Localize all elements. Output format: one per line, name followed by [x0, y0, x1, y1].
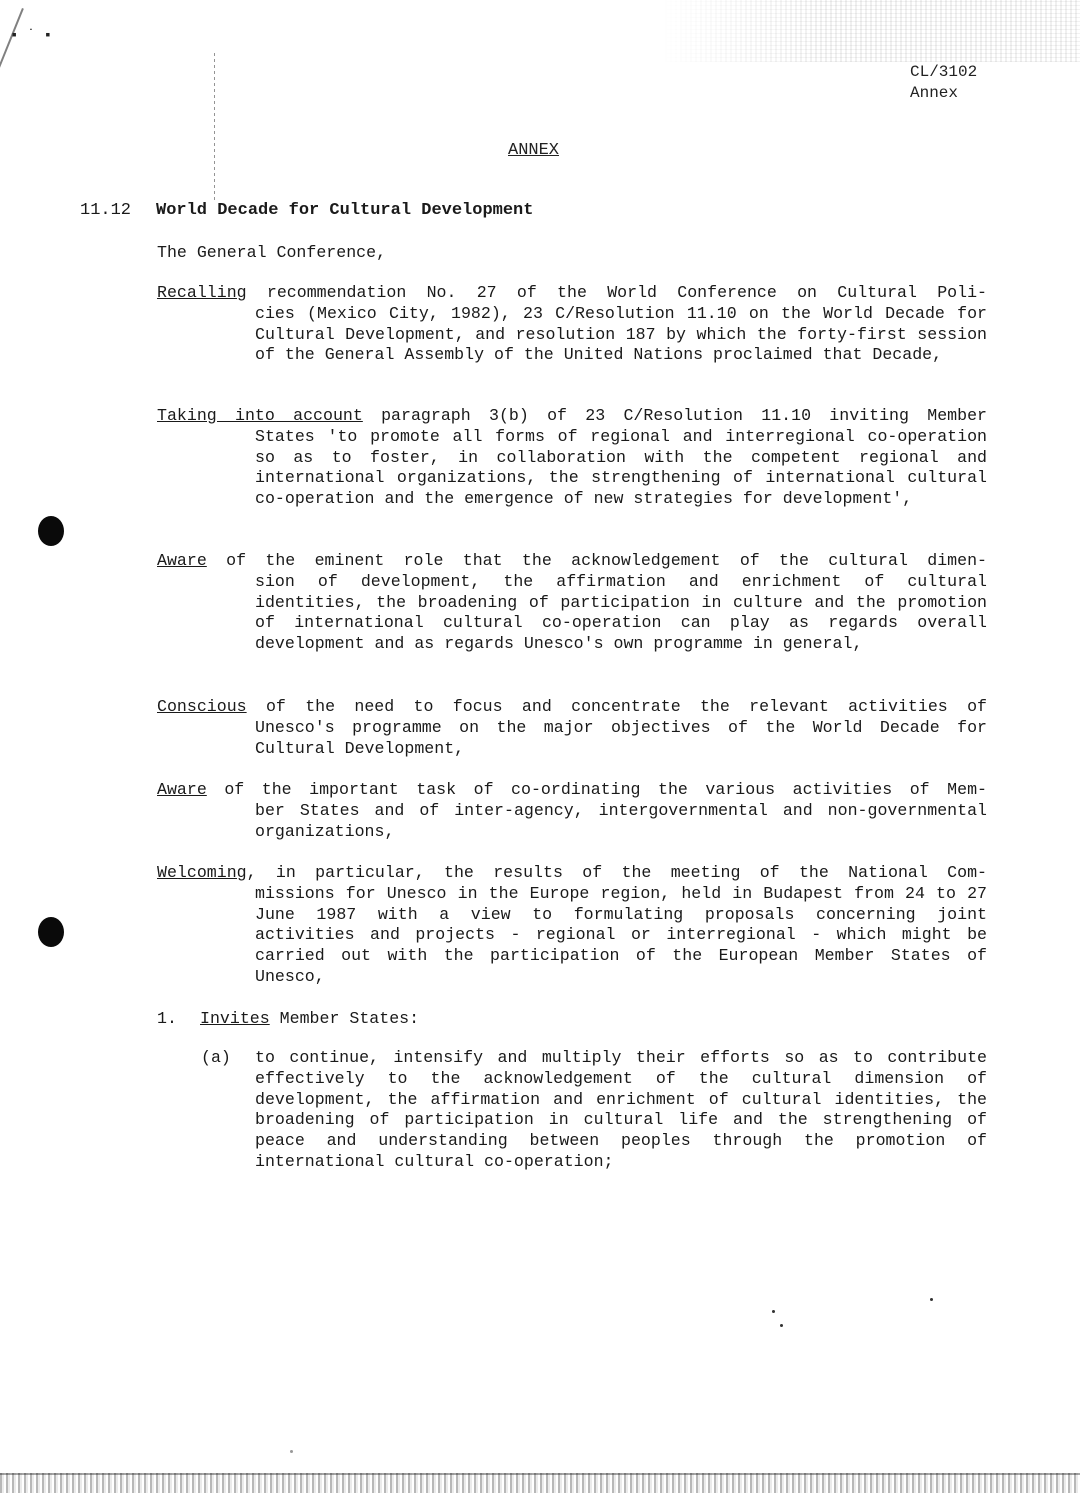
- paragraph-continuation: sion of development, the affirmation and enrichment of cultural identities, the broadening of participation in culture and the promotion of international cultural co-operation can play as regards overall development and as regards Unesco's own programme in general,: [255, 571, 987, 654]
- clause-rest: Member States:: [269, 1009, 420, 1028]
- document-reference: [910, 62, 977, 104]
- preamble-paragraph: [157, 780, 987, 842]
- paragraph-continuation: Unesco's programme on the major objectives of the World Decade for Cultural Development,: [255, 717, 987, 758]
- paragraph-keyword: Recalling: [157, 283, 247, 302]
- paragraph-first-line: , in particular, the results of the meeting of the National Com-: [246, 863, 987, 882]
- paragraph-keyword: Aware: [157, 551, 207, 570]
- paragraph-first-line: paragraph 3(b) of 23 C/Resolution 11.10 inviting Member: [362, 406, 987, 425]
- punch-hole-icon: [38, 917, 64, 947]
- paragraph-continuation: ber States and of inter-agency, intergovernmental and non-governmental organizations,: [255, 800, 987, 841]
- operative-clause: [157, 1009, 419, 1028]
- scan-pen-mark: [0, 8, 24, 118]
- paragraph-keyword: Welcoming: [157, 863, 247, 882]
- section-number: 11.12: [80, 201, 132, 220]
- paragraph-first-line: recommendation No. 27 of the World Conference on Cultural Poli-: [246, 283, 987, 302]
- paragraph-first-line: of the eminent role that the acknowledgement of the cultural dimen-: [206, 551, 987, 570]
- subitem-text: to continue, intensify and multiply their efforts so as to contribute effectively to the acknowledgement of the cultural dimension of development, the affirmation and enrichment of cultural identities, the broadening of participation in cultural life and the strengthening of peace and understanding between peoples through the promotion of international cultural co-operation;: [255, 1048, 987, 1171]
- paragraph-keyword: Aware: [157, 780, 207, 799]
- punch-hole-icon: [38, 516, 64, 546]
- operative-subitem: [201, 1048, 987, 1173]
- paragraph-continuation: cies (Mexico City, 1982), 23 C/Resolution 11.10 on the World Decade for Cultural Development, and resolution 187 by which the forty-first session of the General Assembly of the United Nations proclaimed that Decade,: [255, 303, 987, 365]
- section-title: World Decade for Cultural Development: [156, 201, 534, 220]
- scan-speck: [772, 1310, 775, 1313]
- clause-keyword: Invites: [200, 1009, 270, 1028]
- subitem-label: (a): [201, 1048, 231, 1067]
- paragraph-continuation: missions for Unesco in the Europe region, held in Budapest from 24 to 27 June 1987 with a view to formulating proposals concerning joint activities and projects - regional or interregional - which might be carried out with the participation of the European Member States of Unesco,: [255, 883, 987, 986]
- paragraph-keyword: Conscious: [157, 697, 247, 716]
- scan-noise-top: [660, 0, 1080, 62]
- scan-speck: [780, 1324, 783, 1327]
- preamble-paragraph: [157, 283, 987, 366]
- scan-speck: [930, 1298, 933, 1301]
- preamble-paragraph: [157, 551, 987, 655]
- scan-noise-bottom: [0, 1473, 1080, 1493]
- staple-marks: ▪ ˙ ▪: [10, 28, 53, 44]
- reference-sub: Annex: [910, 84, 959, 102]
- paragraph-first-line: of the important task of co-ordinating the various activities of Mem-: [206, 780, 987, 799]
- section-heading: [80, 201, 533, 220]
- preamble-paragraph: [157, 406, 987, 510]
- reference-code: CL/3102: [910, 63, 978, 81]
- paragraph-continuation: States 'to promote all forms of regional and interregional co-operation so as to foster, in collaboration with the competent regional and international organizations, the strengthening of international cultural co-operation and the emergence of new strategies for development',: [255, 426, 987, 509]
- preamble-paragraph: [157, 697, 987, 759]
- preamble-paragraph: [157, 863, 987, 988]
- paragraph-keyword: Taking into account: [157, 406, 363, 425]
- page-title: ANNEX: [508, 141, 560, 160]
- scan-speck: [290, 1450, 293, 1453]
- scan-margin-line: [214, 50, 215, 200]
- paragraph-first-line: of the need to focus and concentrate the relevant activities of: [246, 697, 987, 716]
- preamble-intro: The General Conference,: [157, 243, 387, 262]
- clause-number: 1.: [157, 1009, 177, 1028]
